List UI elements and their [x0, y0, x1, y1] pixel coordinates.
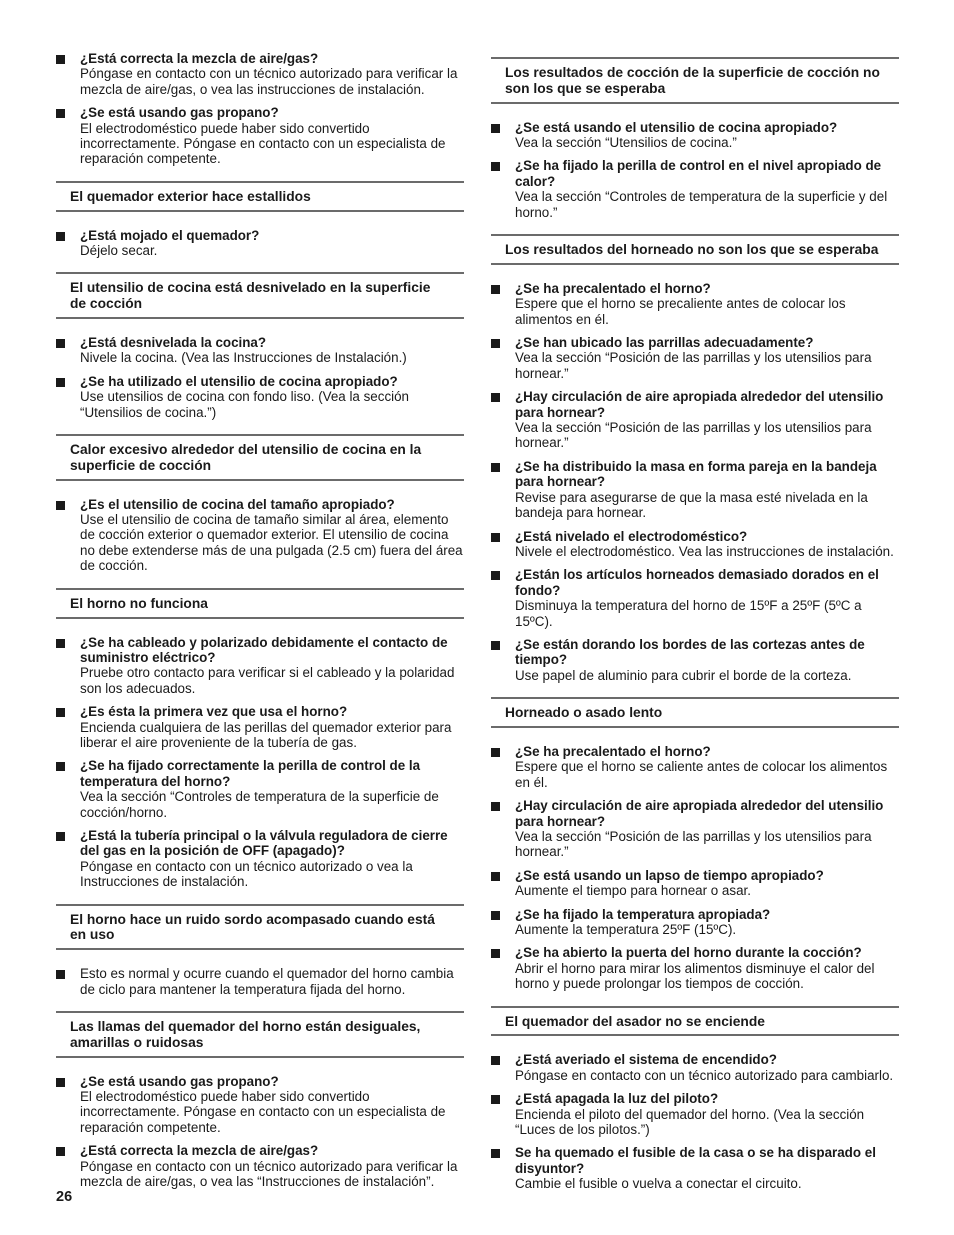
question-text: ¿Se ha utilizado el utensilio de cocina apropiado?	[80, 373, 398, 389]
page-number: 26	[56, 1189, 73, 1205]
question-text: ¿Está correcta la mezcla de aire/gas?	[80, 51, 319, 66]
list-item	[491, 1145, 899, 1191]
square-bullet-icon	[56, 501, 65, 510]
list-item	[491, 945, 899, 991]
list-item	[491, 158, 899, 220]
answer-text: Póngase en contacto con un técnico autorizado para verificar la mezcla de aire/gas, o vea las “Instrucciones de instalación”.	[80, 1158, 458, 1190]
list-item	[491, 744, 899, 790]
section-header-horneado-o-asado-lento: Horneado o asado lento	[491, 697, 899, 728]
question-text: ¿Hay circulación de aire apropiada alrededor del utensilio para hornear?	[515, 389, 884, 420]
list-item	[56, 828, 464, 890]
section-header-calor-excesivo-alrededor-del-utensilio-d: Calor excesivo alrededor del utensilio de cocina en la superficie de cocción	[56, 434, 464, 481]
question-text: ¿Se ha abierto la puerta del horno durante la cocción?	[515, 945, 862, 961]
square-bullet-icon	[491, 339, 500, 348]
answer-text: El electrodoméstico puede haber sido convertido incorrectamente. Póngase en contacto con un especialista de reparación competente.	[80, 1089, 446, 1135]
list-item	[56, 1074, 464, 1136]
list-item	[56, 966, 464, 997]
question-text: ¿Se está usando un lapso de tiempo apropiado?	[515, 867, 824, 883]
square-bullet-icon	[56, 339, 65, 348]
answer-text: Abrir el horno para mirar los alimentos disminuye el calor del horno y puede prolongar los tiempos de cocción.	[515, 960, 875, 992]
square-bullet-icon	[491, 911, 500, 920]
answer-text: Use el utensilio de cocina de tamaño similar al área, elemento de cocción exterior o quemador exterior. El utensilio de cocina no debe extenderse más de una pulgada (2.5 cm) fuera del área de cocción.	[80, 512, 463, 574]
square-bullet-icon	[56, 1147, 65, 1156]
square-bullet-icon	[56, 109, 65, 118]
answer-text: Déjelo secar.	[80, 243, 158, 259]
square-bullet-icon	[491, 748, 500, 757]
question-text: ¿Se ha cableado y polarizado debidamente el contacto de suministro eléctrico?	[80, 634, 448, 665]
question-text: ¿Se ha precalentado el horno?	[515, 743, 711, 759]
question-text: ¿Se ha distribuido la masa en forma pareja en la bandeja para hornear?	[515, 458, 877, 490]
square-bullet-icon	[491, 393, 500, 402]
list-item	[491, 120, 899, 151]
answer-text: Aumente el tiempo para hornear o asar.	[515, 883, 751, 899]
list-item	[491, 1091, 899, 1137]
square-bullet-icon	[491, 124, 500, 133]
question-text: ¿Es ésta la primera vez que usa el horno?	[80, 704, 348, 720]
answer-text: Nivele el electrodoméstico. Vea las instrucciones de instalación.	[515, 543, 894, 559]
question-text: ¿Se están dorando los bordes de las cortezas antes de tiempo?	[515, 636, 865, 668]
list-item	[491, 529, 899, 560]
square-bullet-icon	[56, 970, 65, 979]
answer-text: Cambie el fusible o vuelva a conectar el circuito.	[515, 1176, 802, 1192]
question-text: ¿Se ha fijado la temperatura apropiada?	[515, 906, 771, 922]
square-bullet-icon	[491, 1149, 500, 1158]
square-bullet-icon	[56, 55, 65, 64]
list-item	[491, 868, 899, 899]
square-bullet-icon	[56, 639, 65, 648]
square-bullet-icon	[491, 949, 500, 958]
question-text: ¿Está la tubería principal o la válvula reguladora de cierre del gas en la posición de OFF (apagado)?	[80, 827, 448, 859]
answer-text: Aumente la temperatura 25ºF (15ºC).	[515, 922, 737, 938]
question-text: ¿Está desnivelada la cocina?	[80, 335, 267, 351]
list-item	[56, 374, 464, 420]
answer-text: Esto es normal y ocurre cuando el quemador del horno cambia de ciclo para mantener la temperatura fijada del horno.	[80, 966, 454, 997]
square-bullet-icon	[56, 1078, 65, 1087]
square-bullet-icon	[491, 641, 500, 650]
question-text: ¿Se está usando gas propano?	[80, 1073, 279, 1089]
list-item	[56, 51, 464, 97]
section-header-el-quemador-del-asador-no-se-enciende: El quemador del asador no se enciende	[491, 1006, 899, 1037]
answer-text: Vea la sección “Utensilios de cocina.”	[515, 135, 737, 150]
answer-text: Encienda cualquiera de las perillas del quemador exterior para liberar el aire proveniente de la tubería de gas.	[80, 719, 452, 750]
section-header-el-quemador-exterior-hace-estallidos: El quemador exterior hace estallidos	[56, 181, 464, 212]
list-item	[491, 1052, 899, 1083]
list-item	[56, 105, 464, 167]
question-text: ¿Está nivelado el electrodoméstico?	[515, 528, 748, 544]
answer-text: Vea la sección “Controles de temperatura de la superficie de cocción/horno.	[80, 789, 439, 820]
list-item	[491, 567, 899, 629]
square-bullet-icon	[56, 832, 65, 841]
right-column	[491, 51, 899, 1200]
square-bullet-icon	[56, 708, 65, 717]
list-item	[491, 798, 899, 860]
answer-text: Encienda el piloto del quemador del horno. (Vea la sección “Luces de los pilotos.”)	[515, 1106, 865, 1138]
answer-text: Use papel de aluminio para cubrir el borde de la corteza.	[515, 667, 852, 683]
answer-text: Póngase en contacto con un técnico autorizado o vea la Instrucciones de instalación.	[80, 858, 413, 890]
answer-text: Revise para asegurarse de que la masa esté nivelada en la bandeja para hornear.	[515, 489, 868, 521]
list-item	[491, 335, 899, 381]
answer-text: Espere que el horno se precaliente antes de colocar los alimentos en él.	[515, 296, 846, 327]
list-item	[56, 497, 464, 574]
list-item	[491, 637, 899, 683]
square-bullet-icon	[56, 232, 65, 241]
list-item	[56, 704, 464, 750]
list-item	[56, 635, 464, 697]
square-bullet-icon	[491, 802, 500, 811]
square-bullet-icon	[491, 285, 500, 294]
answer-text: Espere que el horno se caliente antes de colocar los alimentos en él.	[515, 759, 888, 790]
list-item	[56, 228, 464, 259]
answer-text: Vea la sección “Posición de las parrillas y los utensilios para hornear.”	[515, 350, 872, 381]
answer-text: Pruebe otro contacto para verificar si el cableado y la polaridad son los adecuados.	[80, 665, 455, 696]
question-text: ¿Se ha fijado correctamente la perilla de control de la temperatura del horno?	[80, 758, 421, 789]
section-header-el-utensilio-de-cocina-esta-desnivelado-: El utensilio de cocina está desnivelado en la superficie de cocción	[56, 272, 464, 319]
question-text: ¿Se está usando el utensilio de cocina apropiado?	[515, 119, 838, 135]
answer-text: Vea la sección “Posición de las parrillas y los utensilios para hornear.”	[515, 829, 872, 860]
square-bullet-icon	[491, 1056, 500, 1065]
question-text: ¿Están los artículos horneados demasiado dorados en el fondo?	[515, 567, 879, 598]
section-header-las-llamas-del-quemador-del-horno-estan-: Las llamas del quemador del horno están desiguales, amarillas o ruidosas	[56, 1011, 464, 1058]
list-item	[491, 459, 899, 521]
answer-text: Póngase en contacto con un técnico autorizado para verificar la mezcla de aire/gas, o vea las instrucciones de instalación.	[80, 66, 458, 97]
answer-text: Vea la sección “Posición de las parrillas y los utensilios para hornear.”	[515, 420, 872, 451]
list-item	[56, 335, 464, 366]
list-item	[491, 907, 899, 938]
square-bullet-icon	[491, 533, 500, 542]
answer-text: Disminuya la temperatura del horno de 15ºF a 25ºF (5ºC a 15ºC).	[515, 598, 862, 629]
question-text: ¿Se ha fijado la perilla de control en el nivel apropiado de calor?	[515, 158, 882, 189]
question-text: ¿Es el utensilio de cocina del tamaño apropiado?	[80, 496, 395, 512]
section-header-los-resultados-de-coccion-de-la-superfic: Los resultados de cocción de la superficie de cocción no son los que se esperaba	[491, 57, 899, 104]
list-item	[491, 389, 899, 451]
question-text: ¿Está mojado el quemador?	[80, 227, 260, 243]
square-bullet-icon	[491, 1095, 500, 1104]
question-text: ¿Está apagada la luz del piloto?	[515, 1091, 719, 1107]
question-text: ¿Se está usando gas propano?	[80, 105, 279, 121]
square-bullet-icon	[491, 571, 500, 580]
question-text: ¿Hay circulación de aire apropiada alrededor del utensilio para hornear?	[515, 798, 884, 829]
question-text: ¿Está averiado el sistema de encendido?	[515, 1052, 777, 1068]
answer-text: El electrodoméstico puede haber sido convertido incorrectamente. Póngase en contacto con un especialista de reparación competente.	[80, 120, 446, 167]
list-item	[491, 281, 899, 327]
answer-text: Use utensilios de cocina con fondo liso. (Vea la sección “Utensilios de cocina.”)	[80, 389, 410, 420]
question-text: Se ha quemado el fusible de la casa o se ha disparado el disyuntor?	[515, 1145, 876, 1176]
square-bullet-icon	[491, 463, 500, 472]
answer-text: Nivele la cocina. (Vea las Instrucciones de Instalación.)	[80, 350, 407, 366]
square-bullet-icon	[491, 162, 500, 171]
square-bullet-icon	[56, 762, 65, 771]
answer-text: Póngase en contacto con un técnico autorizado para cambiarlo.	[515, 1067, 894, 1083]
square-bullet-icon	[491, 872, 500, 881]
section-header-el-horno-hace-un-ruido-sordo-acompasado-: El horno hace un ruido sordo acompasado cuando está en uso	[56, 904, 464, 951]
list-item	[56, 758, 464, 820]
section-header-los-resultados-del-horneado-no-son-los-q: Los resultados del horneado no son los que se esperaba	[491, 234, 899, 265]
question-text: ¿Está correcta la mezcla de aire/gas?	[80, 1143, 319, 1159]
left-column	[56, 51, 464, 1197]
section-header-el-horno-no-funciona: El horno no funciona	[56, 588, 464, 619]
list-item	[56, 1143, 464, 1189]
question-text: ¿Se ha precalentado el horno?	[515, 280, 711, 296]
question-text: ¿Se han ubicado las parrillas adecuadamente?	[515, 335, 814, 351]
answer-text: Vea la sección “Controles de temperatura de la superficie y del horno.”	[515, 189, 888, 220]
square-bullet-icon	[56, 378, 65, 387]
